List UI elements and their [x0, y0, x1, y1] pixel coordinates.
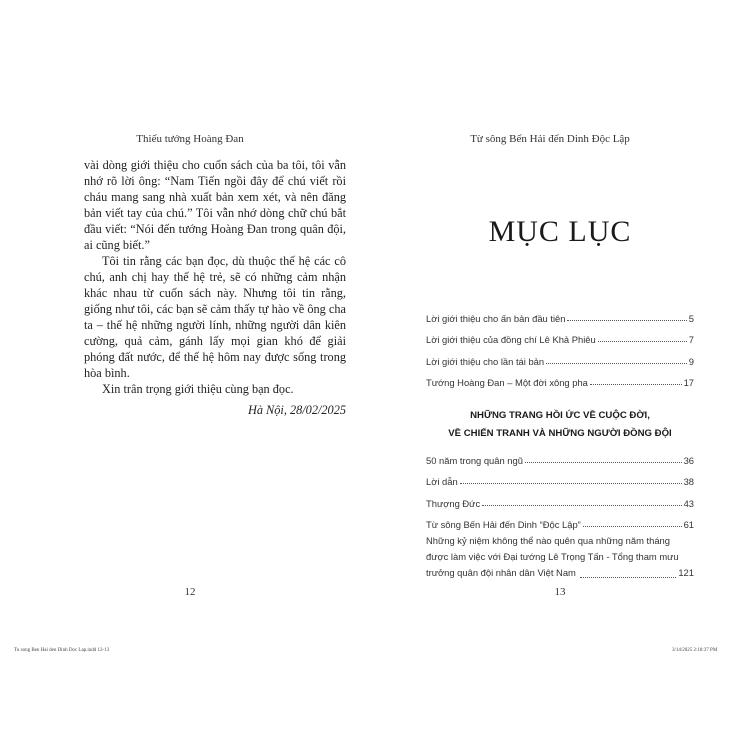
- toc-entry-page: 7: [688, 334, 694, 345]
- toc-title: MỤC LỤC: [488, 215, 632, 248]
- toc-entry-title: Từ sông Bến Hải đến Dinh “Độc Lập”: [426, 519, 581, 530]
- page-number-left: 12: [184, 586, 196, 598]
- toc-list-front-matter: [426, 302, 694, 388]
- toc-entry-page: 5: [688, 312, 694, 324]
- toc-entry-title-line-2: được làm việc với Đại tướng Lê Trọng Tấn - Tổng tham mưu: [426, 551, 679, 562]
- toc-entry-page: 43: [683, 497, 694, 509]
- toc-entry-title: Tướng Hoàng Đan – Một đời xông pha: [426, 377, 588, 388]
- dot-leader: [525, 461, 682, 463]
- paragraph-1: vài dòng giới thiệu cho cuốn sách của ba tôi, tôi vẫn nhớ rõ lời ông: “Nam Tiến ngồi đây để chú viết rồi cháu mang sang nhà xuất bản xem xét, và nên đăng bản viết tay của chú.” Tôi vẫn nhớ dòng chữ chú bắt đầu viết: “Nói đến tướng Hoàng Đan trong quân đội, ai cũng biết.”: [84, 158, 346, 252]
- toc-entry-title-line-1: Những kỷ niệm không thể nào quên qua những năm tháng: [426, 535, 670, 546]
- section-heading-line-2: VỀ CHIẾN TRANH VÀ NHỮNG NGƯỜI ĐỒNG ĐỘI: [448, 428, 672, 439]
- toc-entry[interactable]: [426, 345, 694, 367]
- dot-leader: [580, 576, 676, 578]
- toc-entry-page: 36: [683, 454, 694, 466]
- dot-leader: [583, 525, 682, 527]
- paragraph-3: Xin trân trọng giới thiệu cùng bạn đọc.: [102, 382, 294, 396]
- toc-entry-page: 17: [683, 377, 694, 388]
- toc-entry-title: Lời giới thiệu cho lần tái bản: [426, 355, 545, 367]
- signature-place-date: Hà Nội, 28/02/2025: [247, 403, 346, 417]
- section-heading-line-1: NHỮNG TRANG HỒI ỨC VỀ CUỘC ĐỜI,: [470, 410, 650, 421]
- toc-list-memoirs: [426, 444, 694, 530]
- right-running-header: Từ sông Bến Hải đến Dinh Độc Lập: [470, 133, 630, 145]
- toc-entry-title: Lời giới thiệu của đồng chí Lê Khả Phiêu: [426, 334, 596, 345]
- toc-entry-page: 61: [683, 519, 694, 530]
- toc-section-heading: [426, 407, 694, 443]
- toc-entry-multiline[interactable]: [426, 533, 694, 581]
- toc-entry[interactable]: [426, 324, 694, 346]
- toc-entry[interactable]: [426, 487, 694, 509]
- dot-leader: [482, 504, 681, 506]
- dot-leader: [546, 362, 687, 364]
- dot-leader: [598, 340, 687, 342]
- dot-leader: [567, 319, 686, 321]
- toc-entry-title: Lời giới thiệu cho ấn bản đầu tiên: [426, 312, 566, 324]
- page-number-right: 13: [554, 586, 566, 598]
- toc-entry-title: 50 năm trong quân ngũ: [426, 454, 523, 466]
- toc-entry[interactable]: [426, 466, 694, 488]
- slug-datetime: 3/14/2025 2:18:37 PM: [672, 648, 718, 653]
- dot-leader: [590, 383, 682, 385]
- toc-entry[interactable]: [426, 444, 694, 466]
- paragraph-2: Tôi tin rằng các bạn đọc, dù thuộc thế hệ các cô chú, anh chị hay thế hệ trẻ, sẽ có những cảm nhận khác nhau từ cuốn sách này. Nhưng tôi tin rằng, giống như tôi, các bạn sẽ cảm thấy tự hào về ông cha ta – thế hệ những người lính, những người dân kiên cường, quả cảm, gánh lấy mọi gian khó để giải phóng đất nước, để thế hệ hôm nay được sống trong hòa bình.: [84, 254, 346, 380]
- toc-entry-page: 9: [688, 355, 694, 367]
- toc-entry[interactable]: [426, 509, 694, 531]
- toc-entry-title: Thượng Đức: [426, 497, 481, 509]
- toc-entry[interactable]: [426, 302, 694, 324]
- slug-filename: Tu song Ben Hai den Dinh Doc Lap.indd 12-13: [14, 648, 110, 653]
- left-running-header: Thiếu tướng Hoàng Đan: [136, 133, 244, 145]
- toc-entry-page: 121: [678, 567, 694, 578]
- toc-entry-title-line-3: trưởng quân đội nhân dân Việt Nam: [426, 567, 576, 578]
- toc-entry-title: Lời dẫn: [426, 476, 458, 487]
- toc-entry[interactable]: [426, 367, 694, 389]
- dot-leader: [460, 482, 682, 484]
- left-body-text: [84, 157, 346, 418]
- toc-entry-page: 38: [683, 476, 694, 487]
